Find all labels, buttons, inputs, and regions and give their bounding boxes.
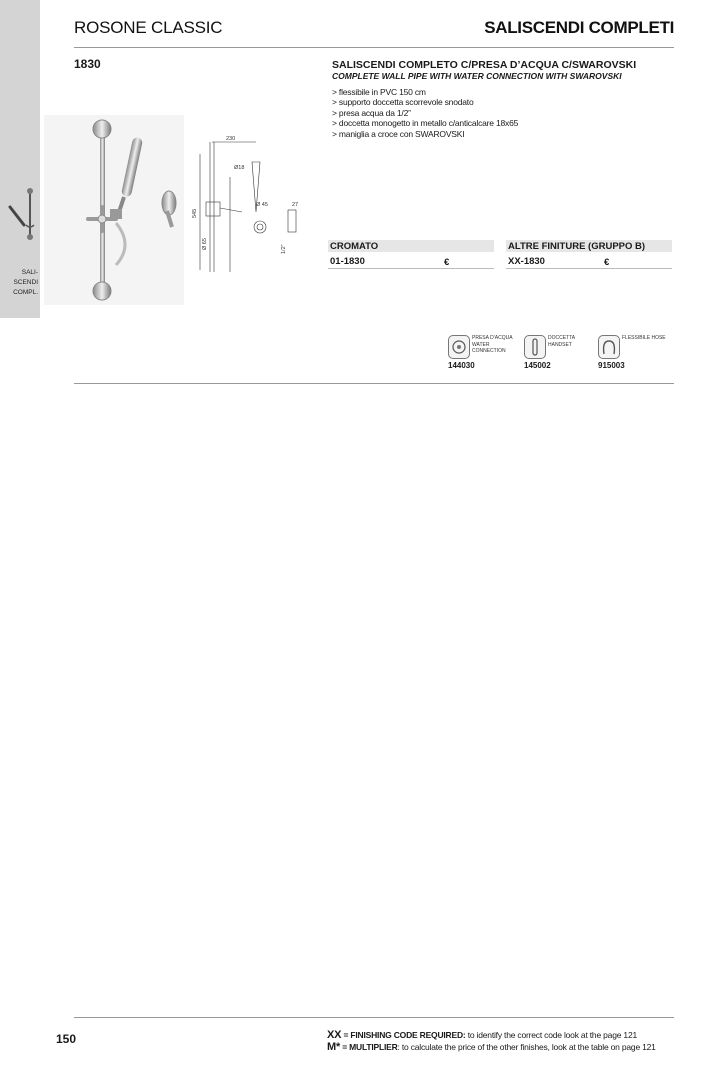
- dim-label: Ø 65: [202, 238, 208, 250]
- finish-price: €: [444, 257, 450, 268]
- footer-divider: [74, 1017, 674, 1018]
- finish-price: €: [604, 257, 610, 268]
- finish-header-chrome: CROMATO: [330, 241, 379, 252]
- sidebar-label-line: SALI-: [21, 269, 38, 276]
- finish-header-other: ALTRE FINITURE (GRUPPO B): [508, 241, 646, 252]
- sidebar-label-line: SCENDI: [13, 279, 38, 286]
- footnote-multiplier: [327, 1041, 656, 1053]
- accessory-code: 915003: [598, 361, 625, 370]
- dim-label: 230: [226, 136, 236, 142]
- feature-item: > maniglia a croce con SWAROVSKI: [332, 128, 465, 139]
- footnote-text: : to calculate the price of the other finishes, look at the table on page 121: [397, 1042, 656, 1052]
- dim-label: Ø 45: [256, 202, 268, 208]
- dim-label: 27: [292, 202, 299, 208]
- footnote-bold: = MULTIPLIER: [342, 1042, 398, 1052]
- product-code: 1830: [74, 57, 101, 71]
- accessory-label: DOCCETTA HANDSET: [548, 335, 575, 348]
- accessory-code: 144030: [448, 361, 475, 370]
- series-title: ROSONE CLASSIC: [74, 18, 223, 37]
- footnote-text: to identify the correct code look at the page 121: [467, 1030, 637, 1040]
- finish-code: 01-1830: [330, 256, 365, 267]
- water-connection-icon: [448, 335, 470, 359]
- finish-code: XX-1830: [508, 256, 545, 267]
- footnote-key: M*: [327, 1041, 341, 1053]
- feature-item: > flessibile in PVC 150 cm: [332, 87, 426, 97]
- accessory-label: PRESA D’ACQUA WATER CONNECTION: [472, 335, 513, 354]
- product-title: SALISCENDI COMPLETO C/PRESA D’ACQUA C/SWAROVSKI: [332, 59, 637, 71]
- accessory-code: 145002: [524, 361, 551, 370]
- product-photo: [44, 115, 184, 305]
- footnote-bold: = FINISHING CODE REQUIRED:: [343, 1030, 466, 1040]
- page-number: 150: [56, 1032, 77, 1046]
- handset-icon: [524, 335, 546, 359]
- technical-drawing: [190, 132, 330, 277]
- feature-item: > presa acqua da 1/2”: [332, 107, 411, 118]
- header-divider: [74, 47, 674, 48]
- finish-divider: [328, 268, 494, 269]
- footnote-finishing: [327, 1029, 637, 1041]
- dim-label: 1/2”: [281, 244, 287, 254]
- feature-list: [332, 87, 518, 139]
- finish-divider: [506, 268, 672, 269]
- footnote-key: XX: [327, 1029, 342, 1041]
- product-subtitle: COMPLETE WALL PIPE WITH WATER CONNECTION WITH SWAROVSKI: [332, 71, 622, 81]
- feature-item: > doccetta monogetto in metallo c/anticalcare 18x65: [332, 118, 519, 129]
- sidebar-label: [2, 268, 38, 298]
- hose-icon: [598, 335, 620, 359]
- dim-label: Ø18: [234, 165, 245, 171]
- dim-label: 545: [192, 208, 198, 218]
- shower-set-icon: [4, 185, 38, 245]
- section-divider: [74, 383, 674, 384]
- feature-item: > supporto doccetta scorrevole snodato: [332, 97, 474, 108]
- sidebar-label-line: COMPL.: [13, 289, 38, 296]
- category-title: SALISCENDI COMPLETI: [484, 18, 674, 37]
- accessory-label: FLESSIBILE HOSE: [622, 335, 666, 341]
